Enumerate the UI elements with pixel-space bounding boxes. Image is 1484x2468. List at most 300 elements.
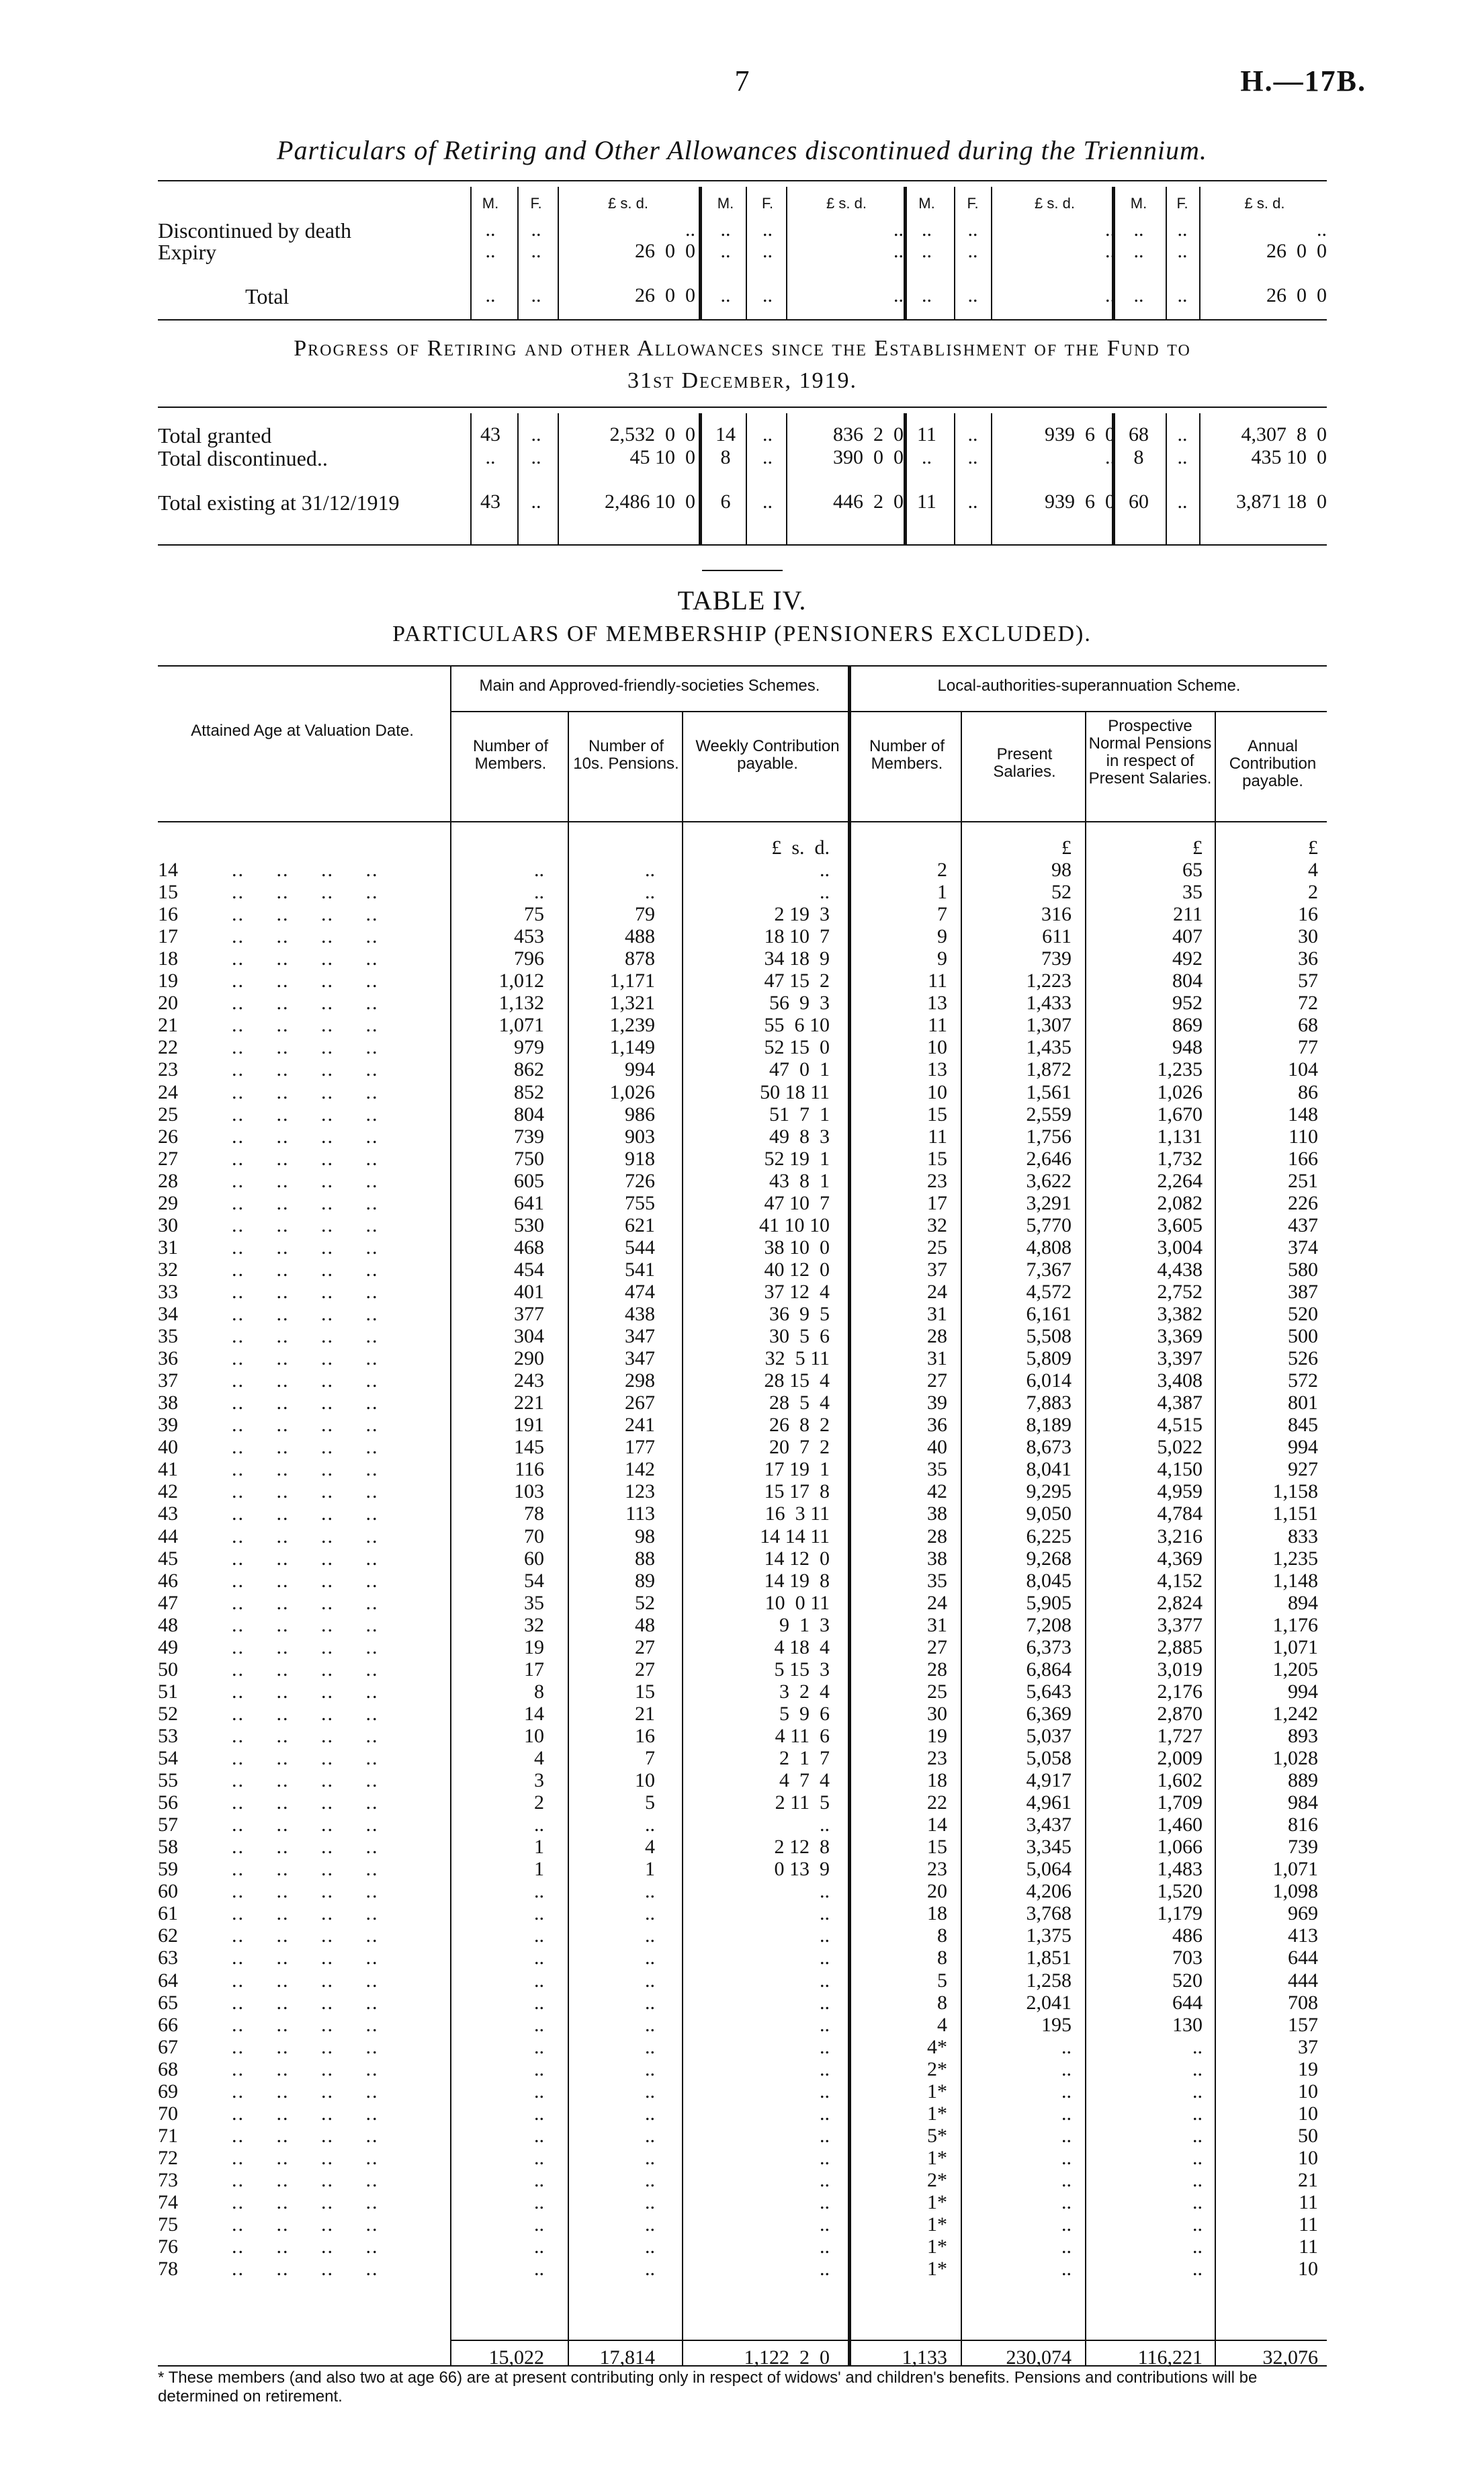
table-cell: 304 bbox=[514, 1325, 544, 1347]
table-cell: 1,435 bbox=[1026, 1036, 1072, 1058]
table-cell: 6,014 bbox=[1026, 1369, 1072, 1392]
age-cell: 48 bbox=[158, 1614, 178, 1636]
table-cell: 5,037 bbox=[1026, 1725, 1072, 1747]
table-cell: 2,646 bbox=[1026, 1148, 1072, 1170]
table-cell: .. bbox=[1192, 2080, 1203, 2102]
table-cell: 5,058 bbox=[1026, 1747, 1072, 1769]
table-cell: 2 bbox=[1308, 881, 1318, 903]
table-cell: 4,959 bbox=[1157, 1480, 1203, 1502]
table-cell: 435 10 0 bbox=[1251, 446, 1327, 468]
table-cell: 347 bbox=[625, 1347, 655, 1369]
salaries-unit: £ bbox=[1061, 837, 1072, 859]
table-cell: .. bbox=[534, 2147, 544, 2169]
leader-dots: .. .. .. .. bbox=[232, 1570, 379, 1592]
table-cell: 98 bbox=[1051, 859, 1072, 881]
table-cell: 1,235 bbox=[1157, 1058, 1203, 1080]
table-cell: .. bbox=[820, 2058, 830, 2080]
table-cell: .. bbox=[645, 1814, 655, 1836]
col-rule bbox=[786, 187, 787, 319]
retiring-discontinued-title: Particulars of Retiring and Other Allowances discontinued during the Triennium. bbox=[277, 135, 1207, 165]
table-cell: 1 bbox=[937, 881, 947, 903]
table-cell: 11 bbox=[917, 423, 936, 445]
age-cell: 61 bbox=[158, 1902, 178, 1924]
age-cell: 54 bbox=[158, 1747, 178, 1769]
age-cell: 74 bbox=[158, 2191, 178, 2213]
table-cell: .. bbox=[645, 2014, 655, 2036]
col-rule bbox=[1199, 187, 1201, 319]
table-cell: 54 bbox=[524, 1570, 544, 1592]
table-cell: 862 bbox=[514, 1058, 544, 1080]
table-cell: 5,770 bbox=[1026, 1214, 1072, 1236]
col-rule bbox=[954, 413, 955, 544]
table-cell: .. bbox=[1105, 284, 1115, 306]
table-cell: 4,387 bbox=[1157, 1392, 1203, 1414]
leader-dots: .. .. .. .. bbox=[232, 1747, 379, 1769]
table-cell: 1,071 bbox=[1272, 1636, 1318, 1658]
table-cell: 2,486 10 0 bbox=[605, 491, 695, 513]
table-cell: 488 bbox=[625, 925, 655, 947]
leader-dots: .. .. .. .. bbox=[232, 2080, 379, 2102]
table-cell: .. bbox=[645, 2125, 655, 2147]
table-cell: .. bbox=[762, 491, 773, 513]
total-cell: 32,076 bbox=[1262, 2346, 1318, 2369]
table-cell: .. bbox=[645, 1924, 655, 1947]
table-cell: 644 bbox=[1288, 1947, 1318, 1969]
table-cell: .. bbox=[534, 1992, 544, 2014]
table-cell: .. bbox=[1317, 218, 1327, 241]
table-cell: .. bbox=[893, 218, 904, 241]
table-cell: 86 bbox=[1298, 1081, 1318, 1103]
table-cell: 889 bbox=[1288, 1769, 1318, 1791]
leader-dots: .. .. .. .. bbox=[232, 1725, 379, 1747]
table-cell: 32 bbox=[927, 1214, 947, 1236]
table-cell: 500 bbox=[1288, 1325, 1318, 1347]
table-cell: 1* bbox=[927, 2147, 947, 2169]
table-cell: 47 10 7 bbox=[764, 1192, 830, 1214]
col-header: M. bbox=[482, 195, 499, 212]
row-label: Total existing at 31/12/1919 bbox=[158, 491, 400, 515]
col-header: F. bbox=[761, 195, 774, 212]
table-cell: 8 bbox=[1133, 446, 1144, 468]
table-cell: .. bbox=[1061, 2258, 1072, 2280]
col-header: F. bbox=[1176, 195, 1188, 212]
table-cell: 1,321 bbox=[609, 992, 655, 1014]
table-cell: 994 bbox=[625, 1058, 655, 1080]
table-cell: 347 bbox=[625, 1325, 655, 1347]
age-cell: 65 bbox=[158, 1992, 178, 2014]
page-number: 7 bbox=[734, 65, 750, 97]
table-cell: 3,216 bbox=[1157, 1525, 1203, 1547]
table-cell: 26 0 0 bbox=[1266, 240, 1327, 262]
table-cell: 20 bbox=[927, 1880, 947, 1902]
table-cell: 16 3 11 bbox=[765, 1502, 830, 1525]
table-cell: 104 bbox=[1288, 1058, 1318, 1080]
table-cell: 56 9 3 bbox=[769, 992, 830, 1014]
table-cell: 2,559 bbox=[1026, 1103, 1072, 1125]
table-cell: 65 bbox=[1182, 859, 1203, 881]
rule bbox=[158, 821, 1327, 822]
table-cell: 852 bbox=[514, 1081, 544, 1103]
table-cell: .. bbox=[720, 284, 731, 306]
table-cell: 939 6 0 bbox=[1045, 491, 1115, 513]
table-cell: 4 11 6 bbox=[775, 1725, 830, 1747]
leader-dots: .. .. .. .. bbox=[232, 1303, 379, 1325]
table-cell: 14 bbox=[927, 1814, 947, 1836]
leader-dots: .. .. .. .. bbox=[232, 1547, 379, 1570]
table-cell: 4 18 4 bbox=[774, 1636, 830, 1658]
table-cell: 1,732 bbox=[1157, 1148, 1203, 1170]
table-cell: .. bbox=[820, 1902, 830, 1924]
table-cell: 952 bbox=[1172, 992, 1203, 1014]
table-cell: 11 bbox=[917, 491, 936, 513]
table-cell: 407 bbox=[1172, 925, 1203, 947]
col-rule bbox=[991, 187, 992, 319]
table-cell: 4,150 bbox=[1157, 1458, 1203, 1480]
leader-dots: .. .. .. .. bbox=[232, 1081, 379, 1103]
table-cell: 116 bbox=[515, 1458, 544, 1480]
table-cell: .. bbox=[534, 1947, 544, 1969]
table-cell: 4,369 bbox=[1157, 1547, 1203, 1570]
leader-dots: .. .. .. .. bbox=[232, 1480, 379, 1502]
table-cell: .. bbox=[820, 2125, 830, 2147]
leader-dots: .. .. .. .. bbox=[232, 1170, 379, 1192]
col-rule bbox=[954, 187, 955, 319]
leader-dots: .. .. .. .. bbox=[232, 881, 379, 903]
table-cell: 1,307 bbox=[1026, 1014, 1072, 1036]
table-cell: .. bbox=[1192, 2125, 1203, 2147]
salaries-header: Present Salaries. bbox=[993, 745, 1056, 781]
table-cell: 468 bbox=[514, 1236, 544, 1259]
table-cell: 1,375 bbox=[1026, 1924, 1072, 1947]
col-rule bbox=[848, 665, 851, 2365]
table-cell: .. bbox=[820, 1924, 830, 1947]
table-cell: 708 bbox=[1288, 1992, 1318, 2014]
table-cell: 20 7 2 bbox=[769, 1436, 830, 1458]
table-cell: 72 bbox=[1298, 992, 1318, 1014]
age-cell: 75 bbox=[158, 2213, 178, 2236]
leader-dots: .. .. .. .. bbox=[232, 1014, 379, 1036]
leader-dots: .. .. .. .. bbox=[232, 970, 379, 992]
leader-dots: .. .. .. .. bbox=[232, 1281, 379, 1303]
table-cell: .. bbox=[1177, 284, 1188, 306]
table-cell: 8,045 bbox=[1026, 1570, 1072, 1592]
table-cell: 1 bbox=[534, 1858, 544, 1880]
table-cell: 68 bbox=[1298, 1014, 1318, 1036]
table-cell: 8,041 bbox=[1026, 1458, 1072, 1480]
table-cell: 3,377 bbox=[1157, 1614, 1203, 1636]
table-cell: .. bbox=[820, 2236, 830, 2258]
table-cell: .. bbox=[820, 2147, 830, 2169]
table-cell: 3,019 bbox=[1157, 1658, 1203, 1680]
table-cell: 77 bbox=[1298, 1036, 1318, 1058]
table-cell: 8 bbox=[937, 1924, 947, 1947]
col-rule bbox=[1166, 413, 1167, 544]
col-rule bbox=[450, 665, 451, 2365]
table-cell: 804 bbox=[514, 1103, 544, 1125]
age-cell: 31 bbox=[158, 1236, 178, 1259]
table-cell: 15 bbox=[927, 1148, 947, 1170]
table-cell: 14 bbox=[524, 1703, 544, 1725]
table-cell: .. bbox=[485, 446, 496, 468]
col-rule bbox=[517, 187, 519, 319]
table-cell: 1* bbox=[927, 2080, 947, 2102]
table-cell: 1,132 bbox=[498, 992, 544, 1014]
age-cell: 36 bbox=[158, 1347, 178, 1369]
table-cell: 1* bbox=[927, 2102, 947, 2125]
table-cell: .. bbox=[1133, 240, 1144, 262]
age-cell: 72 bbox=[158, 2147, 178, 2169]
col-rule bbox=[682, 711, 683, 2365]
table-cell: 5,508 bbox=[1026, 1325, 1072, 1347]
table-cell: .. bbox=[820, 1814, 830, 1836]
table-cell: 51 7 1 bbox=[769, 1103, 830, 1125]
table-cell: 25 bbox=[927, 1680, 947, 1703]
table-cell: .. bbox=[534, 2236, 544, 2258]
age-cell: 56 bbox=[158, 1791, 178, 1814]
table-cell: 5,064 bbox=[1026, 1858, 1072, 1880]
table-cell: 241 bbox=[625, 1414, 655, 1436]
table-cell: 446 2 0 bbox=[833, 491, 904, 513]
age-cell: 32 bbox=[158, 1259, 178, 1281]
table-cell: 1,066 bbox=[1157, 1836, 1203, 1858]
table-cell: 621 bbox=[625, 1214, 655, 1236]
age-cell: 28 bbox=[158, 1170, 178, 1192]
table-cell: 16 bbox=[1298, 903, 1318, 925]
table-cell: 3,369 bbox=[1157, 1325, 1203, 1347]
age-cell: 23 bbox=[158, 1058, 178, 1080]
table-cell: 869 bbox=[1172, 1014, 1203, 1036]
table-cell: 35 bbox=[927, 1458, 947, 1480]
col-header: £ s. d. bbox=[608, 195, 648, 212]
col-header: M. bbox=[918, 195, 935, 212]
table-cell: .. bbox=[534, 1902, 544, 1924]
table-cell: 1,012 bbox=[498, 970, 544, 992]
table-cell: 9,050 bbox=[1026, 1502, 1072, 1525]
table-cell: .. bbox=[485, 218, 496, 241]
table-cell: 1,158 bbox=[1272, 1480, 1318, 1502]
table-cell: 70 bbox=[524, 1525, 544, 1547]
leader-dots: .. .. .. .. bbox=[232, 2147, 379, 2169]
table-cell: .. bbox=[820, 2102, 830, 2125]
table-cell: .. bbox=[645, 1969, 655, 1992]
table-cell: 6 bbox=[720, 491, 731, 513]
table-cell: 8,673 bbox=[1026, 1436, 1072, 1458]
table-cell: 36 bbox=[1298, 947, 1318, 970]
table-cell: 1,151 bbox=[1272, 1502, 1318, 1525]
table-cell: 30 bbox=[1298, 925, 1318, 947]
table-cell: .. bbox=[645, 2213, 655, 2236]
table-cell: 4 7 4 bbox=[779, 1769, 830, 1791]
table-cell: .. bbox=[1061, 2169, 1072, 2191]
table-cell: 37 12 4 bbox=[764, 1281, 830, 1303]
table-cell: 52 bbox=[1051, 881, 1072, 903]
table-cell: .. bbox=[645, 859, 655, 881]
age-cell: 42 bbox=[158, 1480, 178, 1502]
table-cell: 19 bbox=[927, 1725, 947, 1747]
table-cell: 31 bbox=[927, 1614, 947, 1636]
table-cell: 26 8 2 bbox=[769, 1414, 830, 1436]
table-cell: .. bbox=[534, 1969, 544, 1992]
table-cell: 1 bbox=[645, 1858, 655, 1880]
table-cell: .. bbox=[531, 218, 541, 241]
total-cell: 15,022 bbox=[488, 2346, 544, 2369]
table-cell: 3 bbox=[534, 1769, 544, 1791]
table-cell: 390 0 0 bbox=[833, 446, 904, 468]
table-cell: 47 0 1 bbox=[769, 1058, 830, 1080]
table-cell: .. bbox=[1177, 423, 1188, 445]
table-cell: 26 0 0 bbox=[1266, 284, 1327, 306]
table-cell: 580 bbox=[1288, 1259, 1318, 1281]
table-cell: 1,872 bbox=[1026, 1058, 1072, 1080]
table-cell: .. bbox=[1133, 218, 1144, 241]
table-cell: 0 13 9 bbox=[774, 1858, 830, 1880]
table-cell: 35 bbox=[1182, 881, 1203, 903]
col-rule bbox=[1215, 711, 1216, 2365]
age-cell: 71 bbox=[158, 2125, 178, 2147]
table-cell: .. bbox=[534, 881, 544, 903]
table-cell: 541 bbox=[625, 1259, 655, 1281]
table-cell: 5 9 6 bbox=[779, 1703, 830, 1725]
table-cell: 1,026 bbox=[1157, 1081, 1203, 1103]
weekly-header: Weekly Contribution payable. bbox=[695, 737, 840, 773]
members-header: Number of Members. bbox=[472, 737, 549, 773]
table-cell: .. bbox=[1177, 446, 1188, 468]
table-cell: .. bbox=[820, 2080, 830, 2102]
table-cell: .. bbox=[820, 859, 830, 881]
age-cell: 78 bbox=[158, 2258, 178, 2280]
leader-dots: .. .. .. .. bbox=[232, 2102, 379, 2125]
table-cell: 7 bbox=[645, 1747, 655, 1769]
table-cell: 492 bbox=[1172, 947, 1203, 970]
table-cell: .. bbox=[531, 284, 541, 306]
leader-dots: .. .. .. .. bbox=[232, 947, 379, 970]
table-cell: 290 bbox=[514, 1347, 544, 1369]
table-cell: 27 bbox=[927, 1369, 947, 1392]
table-cell: 1,149 bbox=[609, 1036, 655, 1058]
table-cell: .. bbox=[1177, 240, 1188, 262]
table-cell: 703 bbox=[1172, 1947, 1203, 1969]
table-cell: 3,291 bbox=[1026, 1192, 1072, 1214]
rule bbox=[158, 319, 1327, 321]
table-cell: 3,397 bbox=[1157, 1347, 1203, 1369]
table-cell: 4,152 bbox=[1157, 1570, 1203, 1592]
age-cell: 33 bbox=[158, 1281, 178, 1303]
col-header: F. bbox=[967, 195, 979, 212]
table-cell: 2,752 bbox=[1157, 1281, 1203, 1303]
table-cell: 2 12 8 bbox=[774, 1836, 830, 1858]
table-cell: 10 bbox=[1298, 2258, 1318, 2280]
leader-dots: .. .. .. .. bbox=[232, 992, 379, 1014]
table-cell: .. bbox=[1061, 2102, 1072, 2125]
table-cell: 18 bbox=[927, 1769, 947, 1791]
table-cell: .. bbox=[1177, 491, 1188, 513]
table-cell: 1,561 bbox=[1026, 1081, 1072, 1103]
table-cell: 10 bbox=[927, 1081, 947, 1103]
rule bbox=[158, 407, 1327, 408]
table-cell: 520 bbox=[1288, 1303, 1318, 1325]
leader-dots: .. .. .. .. bbox=[232, 1414, 379, 1436]
table-cell: .. bbox=[534, 2169, 544, 2191]
table-cell: 8 bbox=[720, 446, 731, 468]
leader-dots: .. .. .. .. bbox=[232, 2236, 379, 2258]
leader-dots: .. .. .. .. bbox=[232, 2213, 379, 2236]
table4-subtitle: PARTICULARS OF MEMBERSHIP (PENSIONERS EXCLUDED). bbox=[392, 622, 1092, 646]
table-cell: 6,225 bbox=[1026, 1525, 1072, 1547]
age-cell: 55 bbox=[158, 1769, 178, 1791]
leader-dots: .. .. .. .. bbox=[232, 2169, 379, 2191]
table-cell: 611 bbox=[1042, 925, 1072, 947]
age-cell: 18 bbox=[158, 947, 178, 970]
table-cell: .. bbox=[534, 1880, 544, 1902]
table-cell: 2 19 3 bbox=[774, 903, 830, 925]
table-cell: 796 bbox=[514, 947, 544, 970]
table-cell: 5* bbox=[927, 2125, 947, 2147]
age-cell: 68 bbox=[158, 2058, 178, 2080]
table-cell: .. bbox=[534, 1814, 544, 1836]
table-cell: 4* bbox=[927, 2036, 947, 2058]
row-label: Expiry bbox=[158, 240, 217, 264]
table-cell: 130 bbox=[1172, 2014, 1203, 2036]
table-cell: .. bbox=[1192, 2258, 1203, 2280]
table-cell: .. bbox=[1192, 2236, 1203, 2258]
table-cell: 1 bbox=[534, 1836, 544, 1858]
table-cell: 177 bbox=[625, 1436, 655, 1458]
table-cell: .. bbox=[922, 240, 932, 262]
table-cell: .. bbox=[762, 284, 773, 306]
table-cell: 15 17 8 bbox=[764, 1480, 830, 1502]
table-cell: .. bbox=[1105, 218, 1115, 241]
table-cell: 454 bbox=[514, 1259, 544, 1281]
total-cell: 1,133 bbox=[902, 2346, 947, 2369]
table-cell: 2* bbox=[927, 2058, 947, 2080]
leader-dots: .. .. .. .. bbox=[232, 1902, 379, 1924]
age-cell: 34 bbox=[158, 1303, 178, 1325]
table-cell: 739 bbox=[514, 1125, 544, 1148]
table-cell: .. bbox=[685, 218, 695, 241]
age-cell: 20 bbox=[158, 992, 178, 1014]
leader-dots: .. .. .. .. bbox=[232, 1658, 379, 1680]
table-cell: .. bbox=[967, 446, 978, 468]
table-cell: 24 bbox=[927, 1281, 947, 1303]
table-cell: .. bbox=[645, 2036, 655, 2058]
age-cell: 57 bbox=[158, 1814, 178, 1836]
table-cell: 50 bbox=[1298, 2125, 1318, 2147]
leader-dots: .. .. .. .. bbox=[232, 1814, 379, 1836]
leader-dots: .. .. .. .. bbox=[232, 1614, 379, 1636]
table-cell: 38 bbox=[927, 1547, 947, 1570]
rule bbox=[158, 544, 1327, 546]
table-cell: 2,176 bbox=[1157, 1680, 1203, 1703]
table-cell: 4,206 bbox=[1026, 1880, 1072, 1902]
table-cell: 739 bbox=[1288, 1836, 1318, 1858]
table-cell: 486 bbox=[1172, 1924, 1203, 1947]
document-reference: H.—17B. bbox=[1240, 65, 1366, 97]
leader-dots: .. .. .. .. bbox=[232, 1858, 379, 1880]
table-cell: 43 8 1 bbox=[769, 1170, 830, 1192]
table-cell: 52 bbox=[635, 1592, 655, 1614]
table-cell: 78 bbox=[524, 1502, 544, 1525]
table-cell: 453 bbox=[514, 925, 544, 947]
leader-dots: .. .. .. .. bbox=[232, 1880, 379, 1902]
table-cell: 25 bbox=[927, 1236, 947, 1259]
age-cell: 50 bbox=[158, 1658, 178, 1680]
rule bbox=[158, 180, 1327, 181]
table-cell: 641 bbox=[514, 1192, 544, 1214]
leader-dots: .. .. .. .. bbox=[232, 1502, 379, 1525]
age-cell: 16 bbox=[158, 903, 178, 925]
table-cell: 927 bbox=[1288, 1458, 1318, 1480]
table-cell: 401 bbox=[514, 1281, 544, 1303]
